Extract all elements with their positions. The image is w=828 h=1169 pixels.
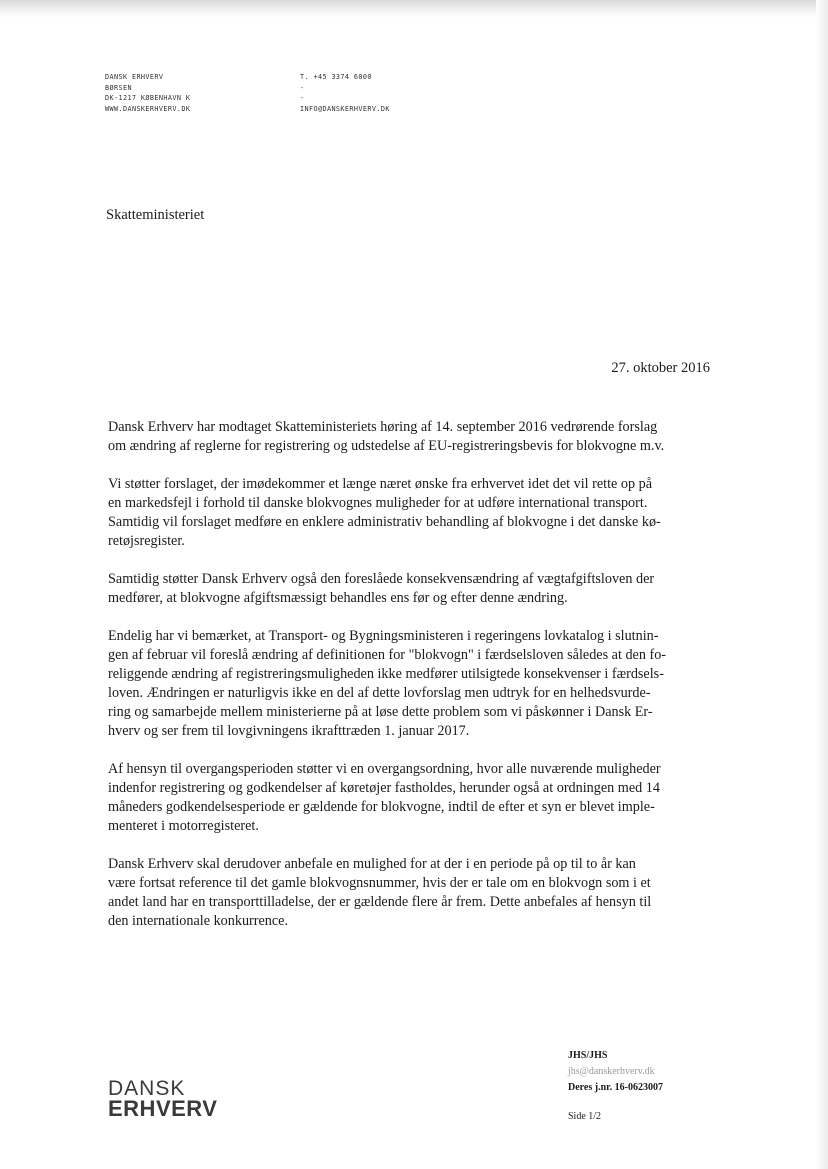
text-line: Samtidig vil forslaget medføre en enklere administrativ behandling af blokvogne i det danske kø- — [108, 514, 661, 530]
recipient: Skatteministeriet — [106, 207, 205, 223]
contact-line: - — [300, 83, 305, 92]
text-line: gen af februar vil foreslå ændring af definitionen for "blokvogn" i færdselsloven således at den fo- — [108, 647, 667, 663]
text-line: måneders godkendelsesperiode er gældende for blokvogne, indtil de efter et syn er blevet imple- — [108, 799, 655, 815]
paragraph — [108, 570, 708, 608]
contact-line: T. +45 3374 6000 — [300, 73, 372, 81]
contact-block — [300, 72, 390, 114]
text-line: Vi støtter forslaget, der imødekommer et længe næret ønske fra erhvervet idet det vil rette op på — [108, 476, 653, 492]
scan-shadow-top — [0, 0, 828, 18]
sender-line: BØRSEN — [105, 83, 132, 92]
sender-line: DANSK ERHVERV — [105, 73, 164, 81]
paragraph — [108, 475, 708, 551]
paragraph — [108, 418, 708, 456]
contact-line: - — [300, 94, 305, 102]
letter-date: 27. oktober 2016 — [611, 360, 710, 376]
scan-shadow-right — [816, 0, 828, 1169]
text-line: hverv og ser frem til lovgivningens ikrafttræden 1. januar 2017. — [108, 723, 470, 739]
text-line: menteret i motorregisteret. — [108, 818, 259, 834]
sender-line: WWW.DANSKERHVERV.DK — [105, 104, 191, 113]
text-line: Dansk Erhverv skal derudover anbefale en mulighed for at der i en periode på op til to år kan — [108, 856, 636, 872]
text-line: indenfor registrering og godkendelser af køretøjer fastholdes, herunder også at ordningen med 14 — [108, 780, 660, 796]
text-line: om ændring af reglerne for registrering og udstedelse af EU-registreringsbevis for blokvogne m.v. — [108, 438, 665, 454]
sender-line: DK-1217 KØBENHAVN K — [105, 94, 191, 102]
page-number: Side 1/2 — [568, 1111, 602, 1122]
text-line: Samtidig støtter Dansk Erhverv også den foreslåede konsekvensændring af vægtafgiftsloven der — [108, 571, 655, 587]
dansk-erhverv-logo — [108, 1079, 217, 1120]
paragraph — [108, 855, 708, 931]
text-line: en markedsfejl i forhold til danske blokvognes muligheder for at udføre international transport. — [108, 495, 648, 511]
letter-body — [108, 418, 708, 950]
sender-address — [105, 72, 190, 114]
text-line: retøjsregister. — [108, 533, 185, 549]
text-line: ring og samarbejde mellem ministerierne på at løse dette problem som vi påskønner i Dansk Er- — [108, 704, 653, 720]
initials: JHS/JHS — [568, 1050, 608, 1061]
paragraph — [108, 760, 708, 836]
text-line: religgende ændring af registreringsmuligheden ikke medfører utilsigtede konsekvenser i færdsels- — [108, 666, 664, 682]
text-line: Endelig har vi bemærket, at Transport- og Bygningsministeren i regeringens lovkatalog i slutnin- — [108, 628, 659, 644]
text-line: den internationale konkurrence. — [108, 913, 289, 929]
text-line: Dansk Erhverv har modtaget Skatteministeriets høring af 14. september 2016 vedrørende forslag — [108, 419, 658, 435]
paragraph — [108, 627, 708, 741]
contact-line: INFO@DANSKERHVERV.DK — [300, 104, 390, 113]
text-line: andet land har en transporttilladelse, der er gældende flere år frem. Dette anbefales af hensyn til — [108, 894, 652, 910]
text-line: være fortsat reference til det gamle blokvognsnummer, hvis der er tale om en blokvogn som i et — [108, 875, 651, 891]
reference-email: jhs@danskerhverv.dk — [568, 1066, 655, 1077]
text-line: loven. Ændringen er naturligvis ikke en del af dette lovforslag men udtryk for en helhedsvurde- — [108, 685, 651, 701]
case-number: Deres j.nr. 16-0623007 — [568, 1082, 663, 1093]
text-line: Af hensyn til overgangsperioden støtter vi en overgangsordning, hvor alle nuværende muligheder — [108, 761, 661, 777]
logo-text-erhverv: ERHVERV — [108, 1096, 218, 1121]
text-line: medfører, at blokvogne afgiftsmæssigt behandles ens før og efter denne ændring. — [108, 590, 568, 606]
reference-block — [568, 1048, 663, 1096]
logo-text-dansk: DANSK — [108, 1077, 186, 1100]
